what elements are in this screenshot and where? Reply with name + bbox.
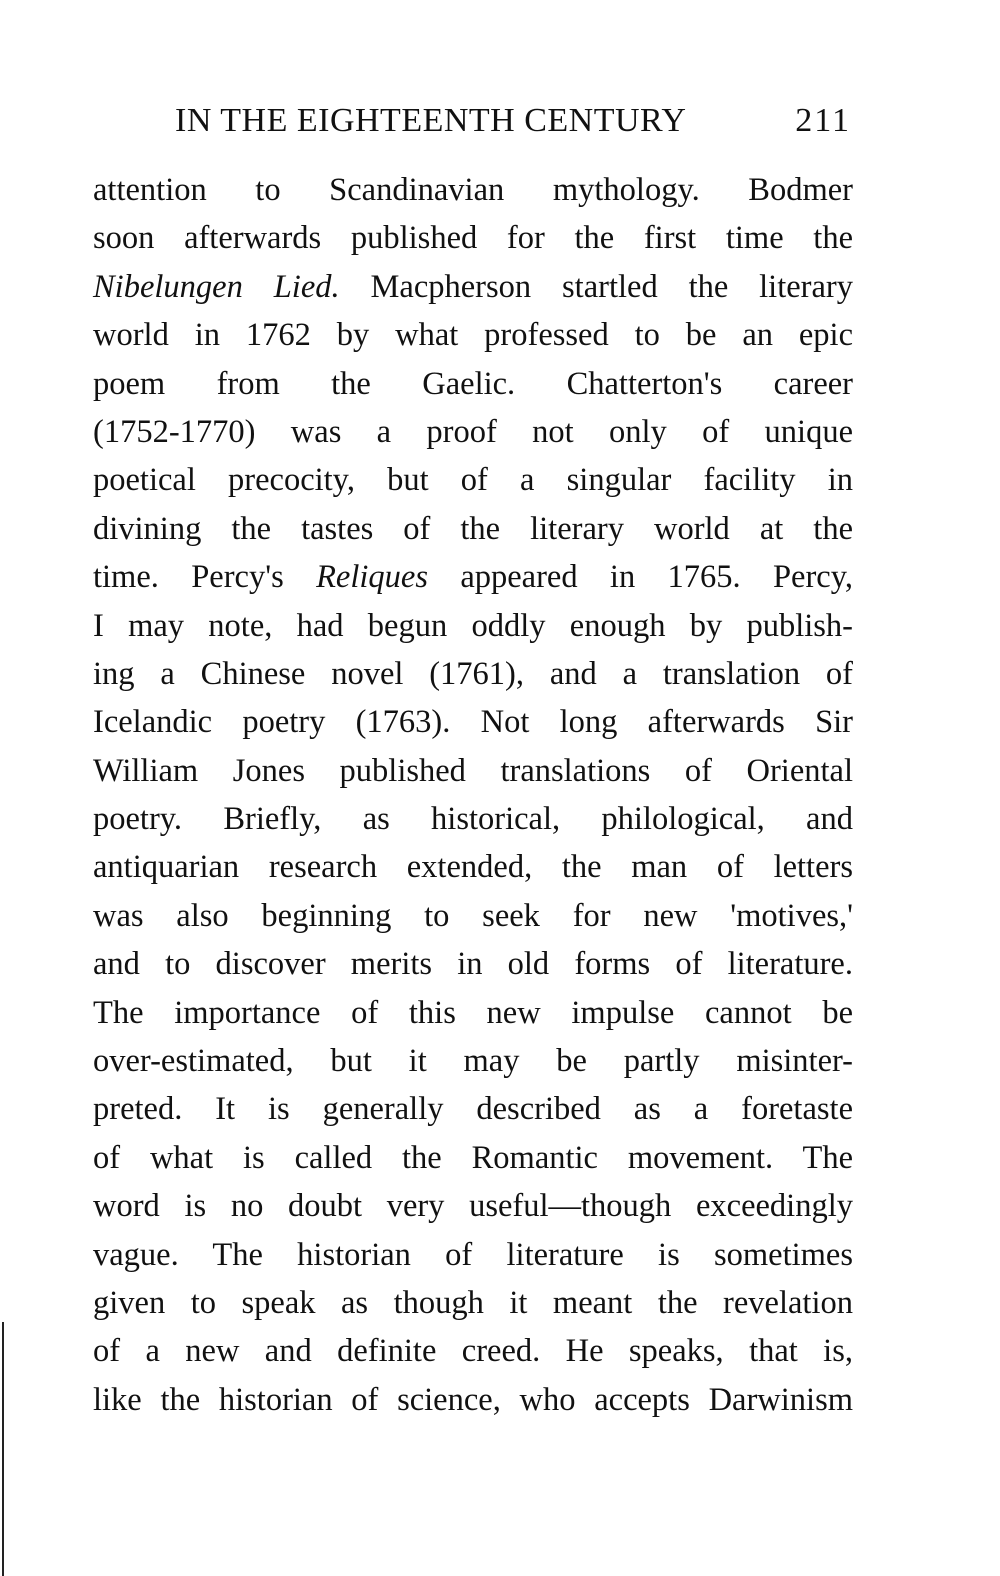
text-line: poem from the Gaelic. Chatterton's career bbox=[93, 365, 853, 402]
text-line: poetical precocity, but of a singular facility in bbox=[93, 462, 853, 499]
running-head bbox=[93, 96, 853, 146]
text-line: over-estimated, but it may be partly misinter- bbox=[93, 1043, 853, 1080]
text-line: of what is called the Romantic movement. The bbox=[93, 1139, 853, 1176]
text-line: soon afterwards published for the first time the bbox=[93, 220, 853, 257]
text-line: was also beginning to seek for new 'motives,' bbox=[93, 897, 853, 934]
running-title: IN THE EIGHTEENTH CENTURY bbox=[175, 102, 687, 139]
text-line: given to speak as though it meant the revelation bbox=[93, 1284, 853, 1321]
text-line: William Jones published translations of Oriental bbox=[93, 752, 853, 789]
italic-title: Reliques bbox=[316, 559, 428, 596]
text-line: divining the tastes of the literary world at the bbox=[93, 510, 853, 547]
scan-edge-line bbox=[2, 1322, 4, 1576]
text-line: word is no doubt very useful—though exceedingly bbox=[93, 1188, 853, 1225]
text-line: antiquarian research extended, the man of letters bbox=[93, 849, 853, 886]
text-line: time. Percy's Reliques appeared in 1765. Percy, bbox=[93, 559, 853, 596]
text-line: vague. The historian of literature is sometimes bbox=[93, 1236, 853, 1273]
italic-title: Nibelungen Lied. bbox=[93, 268, 340, 305]
text-line: world in 1762 by what professed to be an epic bbox=[93, 317, 853, 354]
text-line: of a new and definite creed. He speaks, that is, bbox=[93, 1333, 853, 1370]
text-line: preted. It is generally described as a foretaste bbox=[93, 1091, 853, 1128]
text-line: ing a Chinese novel (1761), and a translation of bbox=[93, 655, 853, 692]
text-line: Icelandic poetry (1763). Not long afterwards Sir bbox=[93, 704, 853, 741]
text-line: (1752-1770) was a proof not only of unique bbox=[93, 413, 853, 450]
text-line: like the historian of science, who accepts Darwinism bbox=[93, 1381, 853, 1418]
body-text bbox=[93, 166, 853, 1424]
text-line: The importance of this new impulse cannot be bbox=[93, 994, 853, 1031]
text-line: poetry. Briefly, as historical, philological, and bbox=[93, 801, 853, 838]
text-line: I may note, had begun oddly enough by publish- bbox=[93, 607, 853, 644]
page-number: 211 bbox=[795, 102, 851, 139]
text-line: attention to Scandinavian mythology. Bodmer bbox=[93, 172, 853, 208]
text-line: and to discover merits in old forms of literature. bbox=[93, 946, 853, 983]
text-line: Nibelungen Lied. Macpherson startled the literary bbox=[93, 268, 853, 305]
